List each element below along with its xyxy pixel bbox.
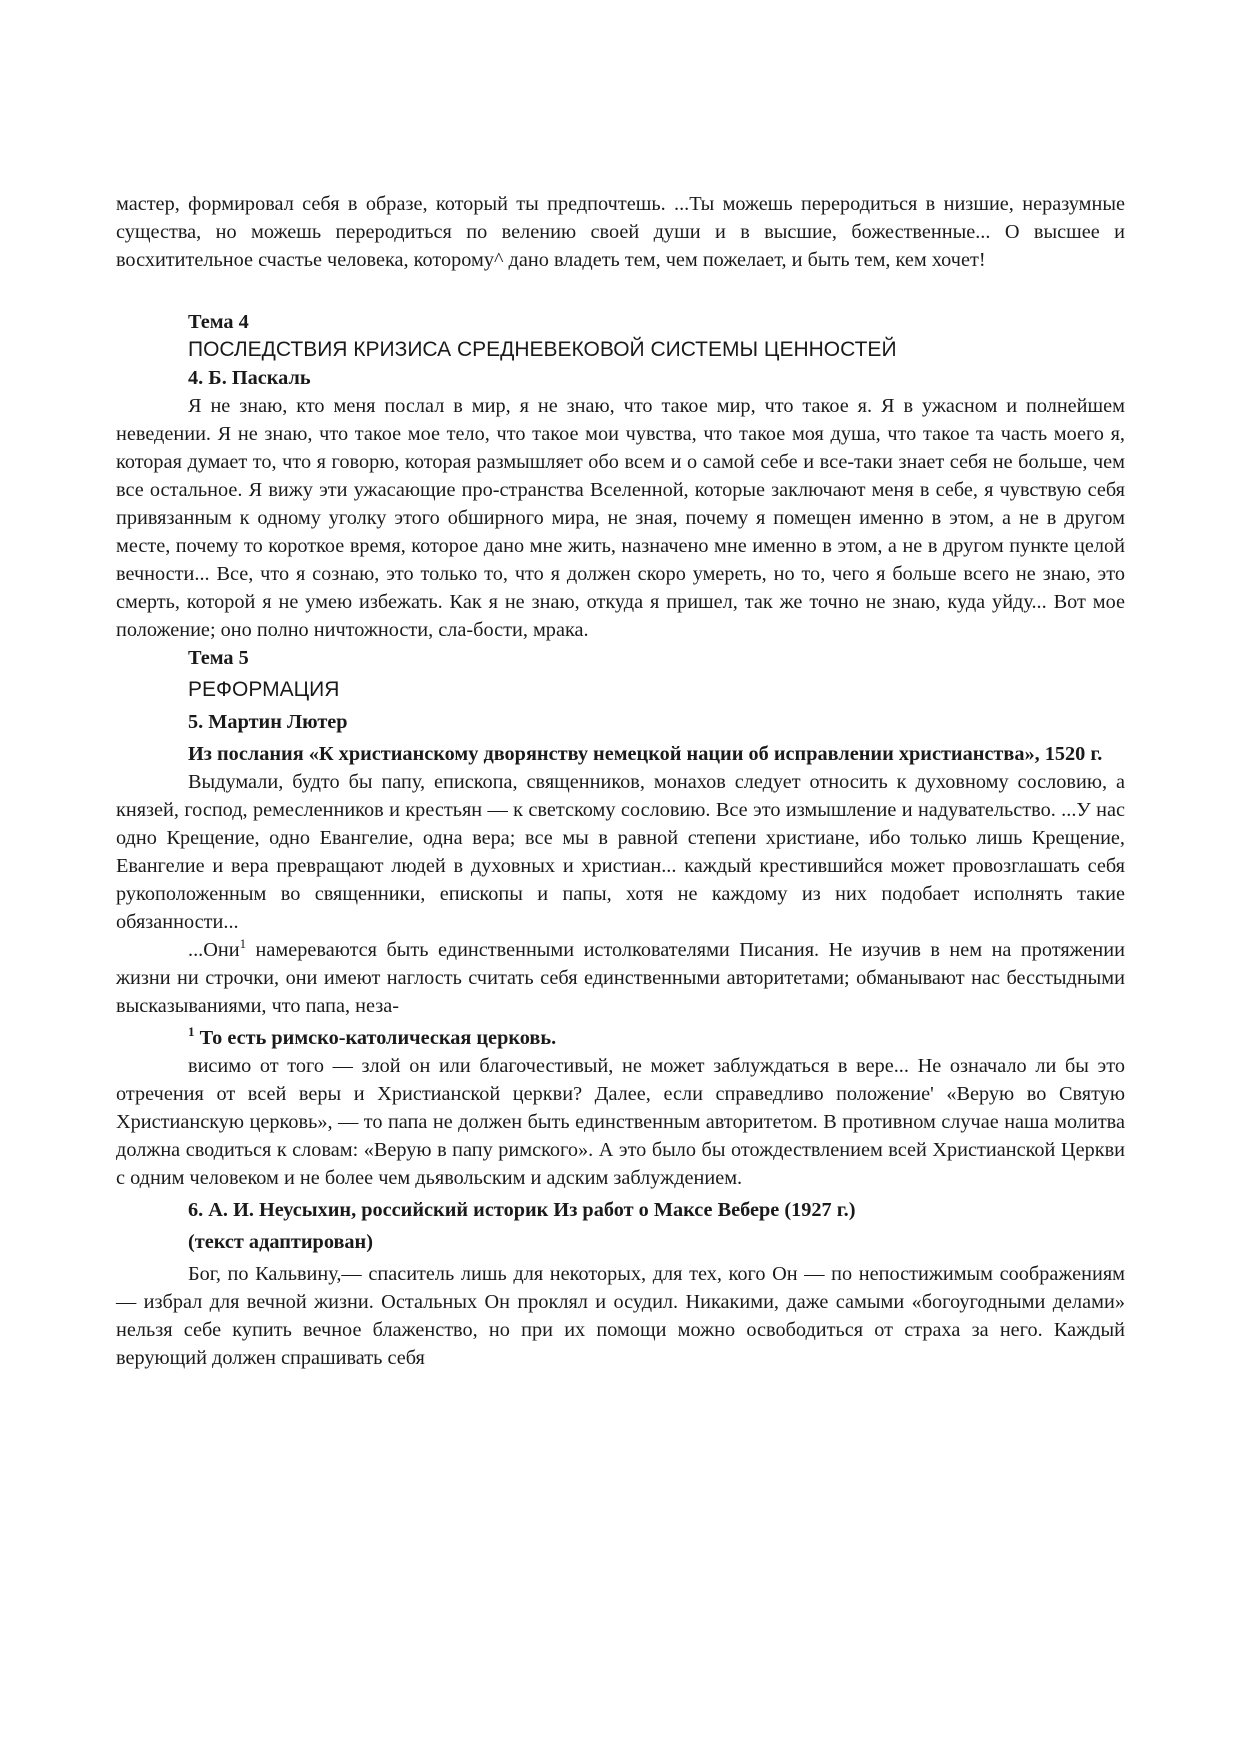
footnote-marker: 1 — [239, 936, 247, 952]
luther-paragraph-2-start: ...Они — [188, 939, 240, 961]
section-4-heading: 4. Б. Паскаль — [188, 367, 311, 389]
footnote-number: 1 — [188, 1024, 195, 1040]
theme-5-label: Тема 5 — [188, 647, 249, 669]
intro-paragraph: мастер, формировал себя в образе, который ты предпочтешь. ...Ты можешь переродиться в низшие, неразумные существа, но можешь переродиться по велению своей души и в высшие, божественные... О высшее и восхитительное счастье человека, которому^ дано владеть тем, чем пожелает, и быть тем, кем хочет! — [116, 193, 1125, 271]
footnote-text: То есть римско-католическая церковь. — [194, 1027, 557, 1049]
theme-4-title: ПОСЛЕДСТВИЯ КРИЗИСА СРЕДНЕВЕКОВОЙ СИСТЕМЫ ЦЕННОСТЕЙ — [188, 338, 897, 361]
section-5-heading: 5. Мартин Лютер — [188, 711, 348, 733]
section-5-subheading: Из послания «К христианскому дворянству немецкой нации об исправлении христианства», 1520 г. — [188, 743, 1103, 765]
weber-paragraph: Бог, по Кальвину,— спаситель лишь для некоторых, для тех, кого Он — по непостижимым соображениям — избрал для вечной жизни. Остальных Он проклял и осудил. Никакими, даже самыми «богоугодными делами» нельзя себе купить вечное блаженство, но при их помощи можно освободиться от страха за него. Каждый верующий должен спрашивать себя — [116, 1263, 1125, 1369]
theme-5-title: РЕФОРМАЦИЯ — [188, 678, 340, 701]
footnote — [116, 1024, 1125, 1052]
section-6-heading: 6. А. И. Неусыхин, российский историк Из работ о Максе Вебере (1927 г.) — [188, 1199, 856, 1221]
luther-paragraph-2 — [116, 936, 1125, 1020]
luther-paragraph-2-rest: намереваются быть единственными истолкователями Писания. Не изучив в нем на протяжении жизни ни строчки, они имеют наглость считать себя единственными авторитетами; обманывают нас бесстыдными высказываниями, что папа, неза- — [116, 939, 1125, 1017]
page-content — [116, 190, 1125, 1372]
theme-4-label: Тема 4 — [188, 311, 249, 333]
luther-paragraph-1: Выдумали, будто бы папу, епископа, священников, монахов следует относить к духовному сословию, а князей, господ, ремесленников и крестьян — к светскому сословию. Все это измышление и надувательство. ...У нас одно Крещение, одно Евангелие, одна вера; все мы в равной степени христиане, ибо только лишь Крещение, Евангелие и вера превращают людей в духовных и христиан... каждый крестившийся может провозглашать себя рукоположенным во священники, епископы и папы, хотя не каждому из них подобает исполнять такие обязанности... — [116, 771, 1125, 933]
section-6-subheading: (текст адаптирован) — [188, 1231, 373, 1253]
luther-paragraph-3: висимо от того — злой он или благочестивый, не может заблуждаться в вере... Не означало ли бы это отречения от всей веры и Христианской церкви? Далее, если справедливо положение' «Верую во Святую Христианскую церковь», — то папа не должен быть единственным авторитетом. В противном случае наша молитва должна сводиться к словам: «Верую в папу римского». А это было бы отождествлением всей Христианской Церкви с одним человеком и не более чем дьявольским и адским заблуждением. — [116, 1055, 1125, 1189]
pascal-paragraph: Я не знаю, кто меня послал в мир, я не знаю, что такое мир, что такое я. Я в ужасном и полнейшем неведении. Я не знаю, что такое мое тело, что такое мои чувства, что такое моя душа, что такое та часть моего я, которая думает то, что я говорю, которая размышляет обо всем и о самой себе и все-таки знает себя не больше, чем все остальное. Я вижу эти ужасающие про-странства Вселенной, которые заключают меня в себе, я чувствую себя привязанным к одному уголку этого обширного мира, не зная, почему я помещен именно в этом, а не в другом месте, почему то короткое время, которое дано мне жить, назначено мне именно в этом, а не в другом пункте целой вечности... Все, что я сознаю, это только то, что я должен скоро умереть, но то, чего я больше всего не знаю, это смерть, которой я не умею избежать. Как я не знаю, откуда я пришел, так же точно не знаю, куда уйду... Вот мое положение; оно полно ничтожности, сла-бости, мрака. — [116, 395, 1125, 641]
